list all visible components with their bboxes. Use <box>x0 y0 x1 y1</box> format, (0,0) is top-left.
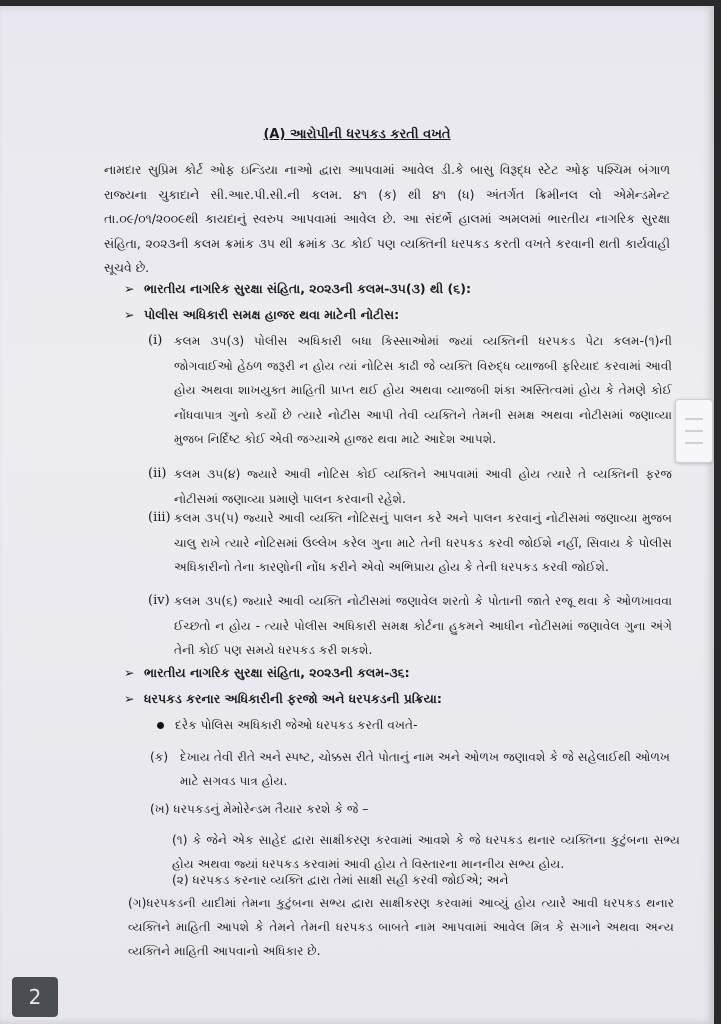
item-number: (ii) <box>148 466 167 481</box>
intro-paragraph: નામદાર સુપ્રિમ કોર્ટ ઓફ ઇન્ડિયા નાઓ દ્વારા આપવામાં આવેલ ડી.કે બાસુ વિરૂદ્ધ સ્ટેટ ઓફ પશ્ચિમ બંગાળ રાજ્યના ચુકાદાને સી.આર.પી.સી.ની કલમ. ૪૧ (ક) થી ૪૧ (ધ) અંતર્ગત ક્રિમીનલ લો એમેન્ડમેન્ટ તા.૦૯/૦૧/૨૦૦૯થી કાયદાનું સ્વરુપ આપવામાં આવેલ છે. આ સંદર્ભે હાલમાં અમલમાં ભારતીય નાગરિક સુરક્ષા સંહિતા, ૨૦૨૩ની કલમ ક્રમાંક ૩૫ થી ક્રમાંક ૩૮ કોઈ પણ વ્યક્તિની ધરપકડ કરતી વખતે કરવાની થતી કાર્યવાહી સૂચવે છે. <box>104 162 670 275</box>
arrow-icon: ➢ <box>124 691 135 706</box>
document-page <box>0 6 714 1024</box>
list-item <box>148 329 672 452</box>
clause-kha <box>150 797 670 821</box>
section-2-title-text: ભારતીય નાગરિક સુરક્ષા સંહિતા, ૨૦૨૩ની કલમ-૩૬: <box>144 665 410 680</box>
section-2-subtitle-text: ધરપકડ કરનાર અધિકારીની ફરજો અને ધરપકડની પ્રક્રિયા: <box>144 691 442 706</box>
clause-ka <box>150 745 670 793</box>
handle-line <box>685 418 703 420</box>
clause-text: (૧) કે જેને એક સાહેદ દ્વારા સાક્ષીકરણ કરવામાં આવશે કે જે ધરપકડ થનાર વ્યક્તિના કુટુંબના સભ્ય હોય અથવા જ્યાં ધરપકડ કરવામાં આવી હોય તે વિસ્તારના માનનીય સભ્ય હોય. <box>172 833 680 871</box>
item-text: કલમ ૩૫(૫) જ્યારે આવી વ્યક્તિ નોટિસનું પાલન કરે અને પાલન કરવાનું નોટીસમાં જણાવ્યા મુજબ ચાલુ રાખે ત્યારે નોટિસમાં ઉલ્લેખ કરેલ ગુના માટે તેની ધરપકડ કરવી જોઈશે નહીં, સિવાય કે પોલીસ અધિકારીનો તેના કારણોની નોંધ કરીને એવો અભિપ્રાય હોય કે તેની ધરપકડ કરવી જોઈશે. <box>174 511 672 574</box>
item-number: (iii) <box>148 510 171 525</box>
item-number: (i) <box>148 333 163 348</box>
section-1-subtitle <box>124 307 399 323</box>
handle-line <box>685 442 703 444</box>
clause-kha-2 <box>172 868 680 892</box>
clause-text: (ખ) ધરપકડનું મેમોરેન્ડમ તૈયાર કરશે કે જે – <box>150 802 369 816</box>
section-2-subtitle <box>124 691 442 707</box>
bullet-text <box>175 713 665 737</box>
clause-text: (ગ)ધરપકડની યાદીમાં તેમના કુટુંબના સભ્ય દ્વારા સાક્ષીકરણ કરવામાં આવ્યું હોય ત્યારે આવી ધરપકડ થનાર વ્યક્તિને માહિતી આપશે કે તેમને તેમની ધરપકડ બાબતે નામ આપવામાં આવેલ મિત્ર કે સગાને અથવા અન્ય વ્યક્તિને માહિતી આપવાનો અધિકાર છે. <box>128 896 674 958</box>
section-1-title-text: ભારતીય નાગરિક સુરક્ષા સંહિતા, ૨૦૨૩ની કલમ-૩૫(૩) થી (૬): <box>144 281 471 296</box>
arrow-icon: ➢ <box>124 307 135 322</box>
item-text: કલમ ૩૫(૬) જ્યારે આવી વ્યક્તિ નોટીસમાં જણાવેલ શરતો કે પોતાની જાતે રજૂ થવા કે ઓળખાવવા ઈચ્છતો ન હોય - ત્યારે પોલીસ અધિકારી સમક્ષ કોર્ટના હુકમને આધીન નોટીસમાં જણાવેલ ગુના અંગે તેની કોઈ પણ સમયે ધરપકડ કરી શકશે. <box>174 594 672 657</box>
list-item <box>148 462 672 511</box>
page-number-badge[interactable]: 2 <box>12 977 58 1017</box>
arrow-icon: ➢ <box>124 281 135 296</box>
clause-text: દેખાય તેવી રીતે અને સ્પષ્ટ, ચોક્કસ રીતે પોતાનું નામ અને ઓળખ જણાવશે કે જે સહેલાઈથી ઓળખ માટે સગવડ પાત્ર હોય. <box>180 750 670 788</box>
side-panel-handle[interactable] <box>675 399 713 463</box>
clause-text: (૨) ધરપકડ કરનાર વ્યક્તિ દ્વારા તેમાં સાક્ષી સહી કરવી જોઈએ; અને <box>172 873 509 887</box>
bullet-text-content: દરેક પોલિસ અધિકારી જેઓ ધરપકડ કરતી વખતે- <box>175 718 418 732</box>
clause-label: (ક) <box>150 750 169 764</box>
item-number: (iv) <box>148 593 170 608</box>
item-text: કલમ ૩૫(૩) પોલીસ અધિકારી બધા કિસ્સાઓમાં જ્યાં વ્યક્તિની ધરપકડ પેટા કલમ-(૧)ની જોગવાઈઓ હેઠળ જરૂરી ન હોય ત્યાં નોટિસ કાઢી જે વ્યક્તિ વિરુદ્ધ વ્યાજબી ફરિયાદ કરવામાં આવી હોય અથવા શાખયુક્ત માહિતી પ્રાપ્ત થઈ હોય અથવા વ્યાજબી શંકા અસ્તિત્વમાં હોય કે તેમણે કોઈ નોંધવાપાત્ર ગુનો કર્યો છે ત્યારે નોટીસ આપી તેવી વ્યક્તિને તેમની સમક્ષ અથવા નોટીસમાં જણાવ્યા મુજબ નિર્દિષ્ટ કોઈ એવી જગ્યાએ હાજર થવા માટે આદેશ આપશે. <box>174 334 672 446</box>
section-1-subtitle-text: પોલીસ અધિકારી સમક્ષ હાજર થવા માટેની નોટીસ: <box>144 307 400 322</box>
list-item <box>148 589 672 663</box>
list-item <box>148 506 672 580</box>
handle-line <box>685 430 703 432</box>
document-heading: (A) આરોપીની ધરપકડ કરતી વખતે <box>263 127 451 142</box>
item-text: કલમ ૩૫(૪) જ્યારે આવી નોટિસ કોઈ વ્યક્તિને આપવામાં આવી હોય ત્યારે તે વ્યક્તિની ફરજ નોટીસમાં જણાવ્યા પ્રમાણે પાલન કરવાની રહેશે. <box>174 467 672 506</box>
bullet-icon <box>157 722 164 729</box>
section-2-title <box>124 665 410 681</box>
section-1-title <box>124 281 471 297</box>
clause-ga <box>128 891 674 963</box>
arrow-icon: ➢ <box>124 665 135 680</box>
